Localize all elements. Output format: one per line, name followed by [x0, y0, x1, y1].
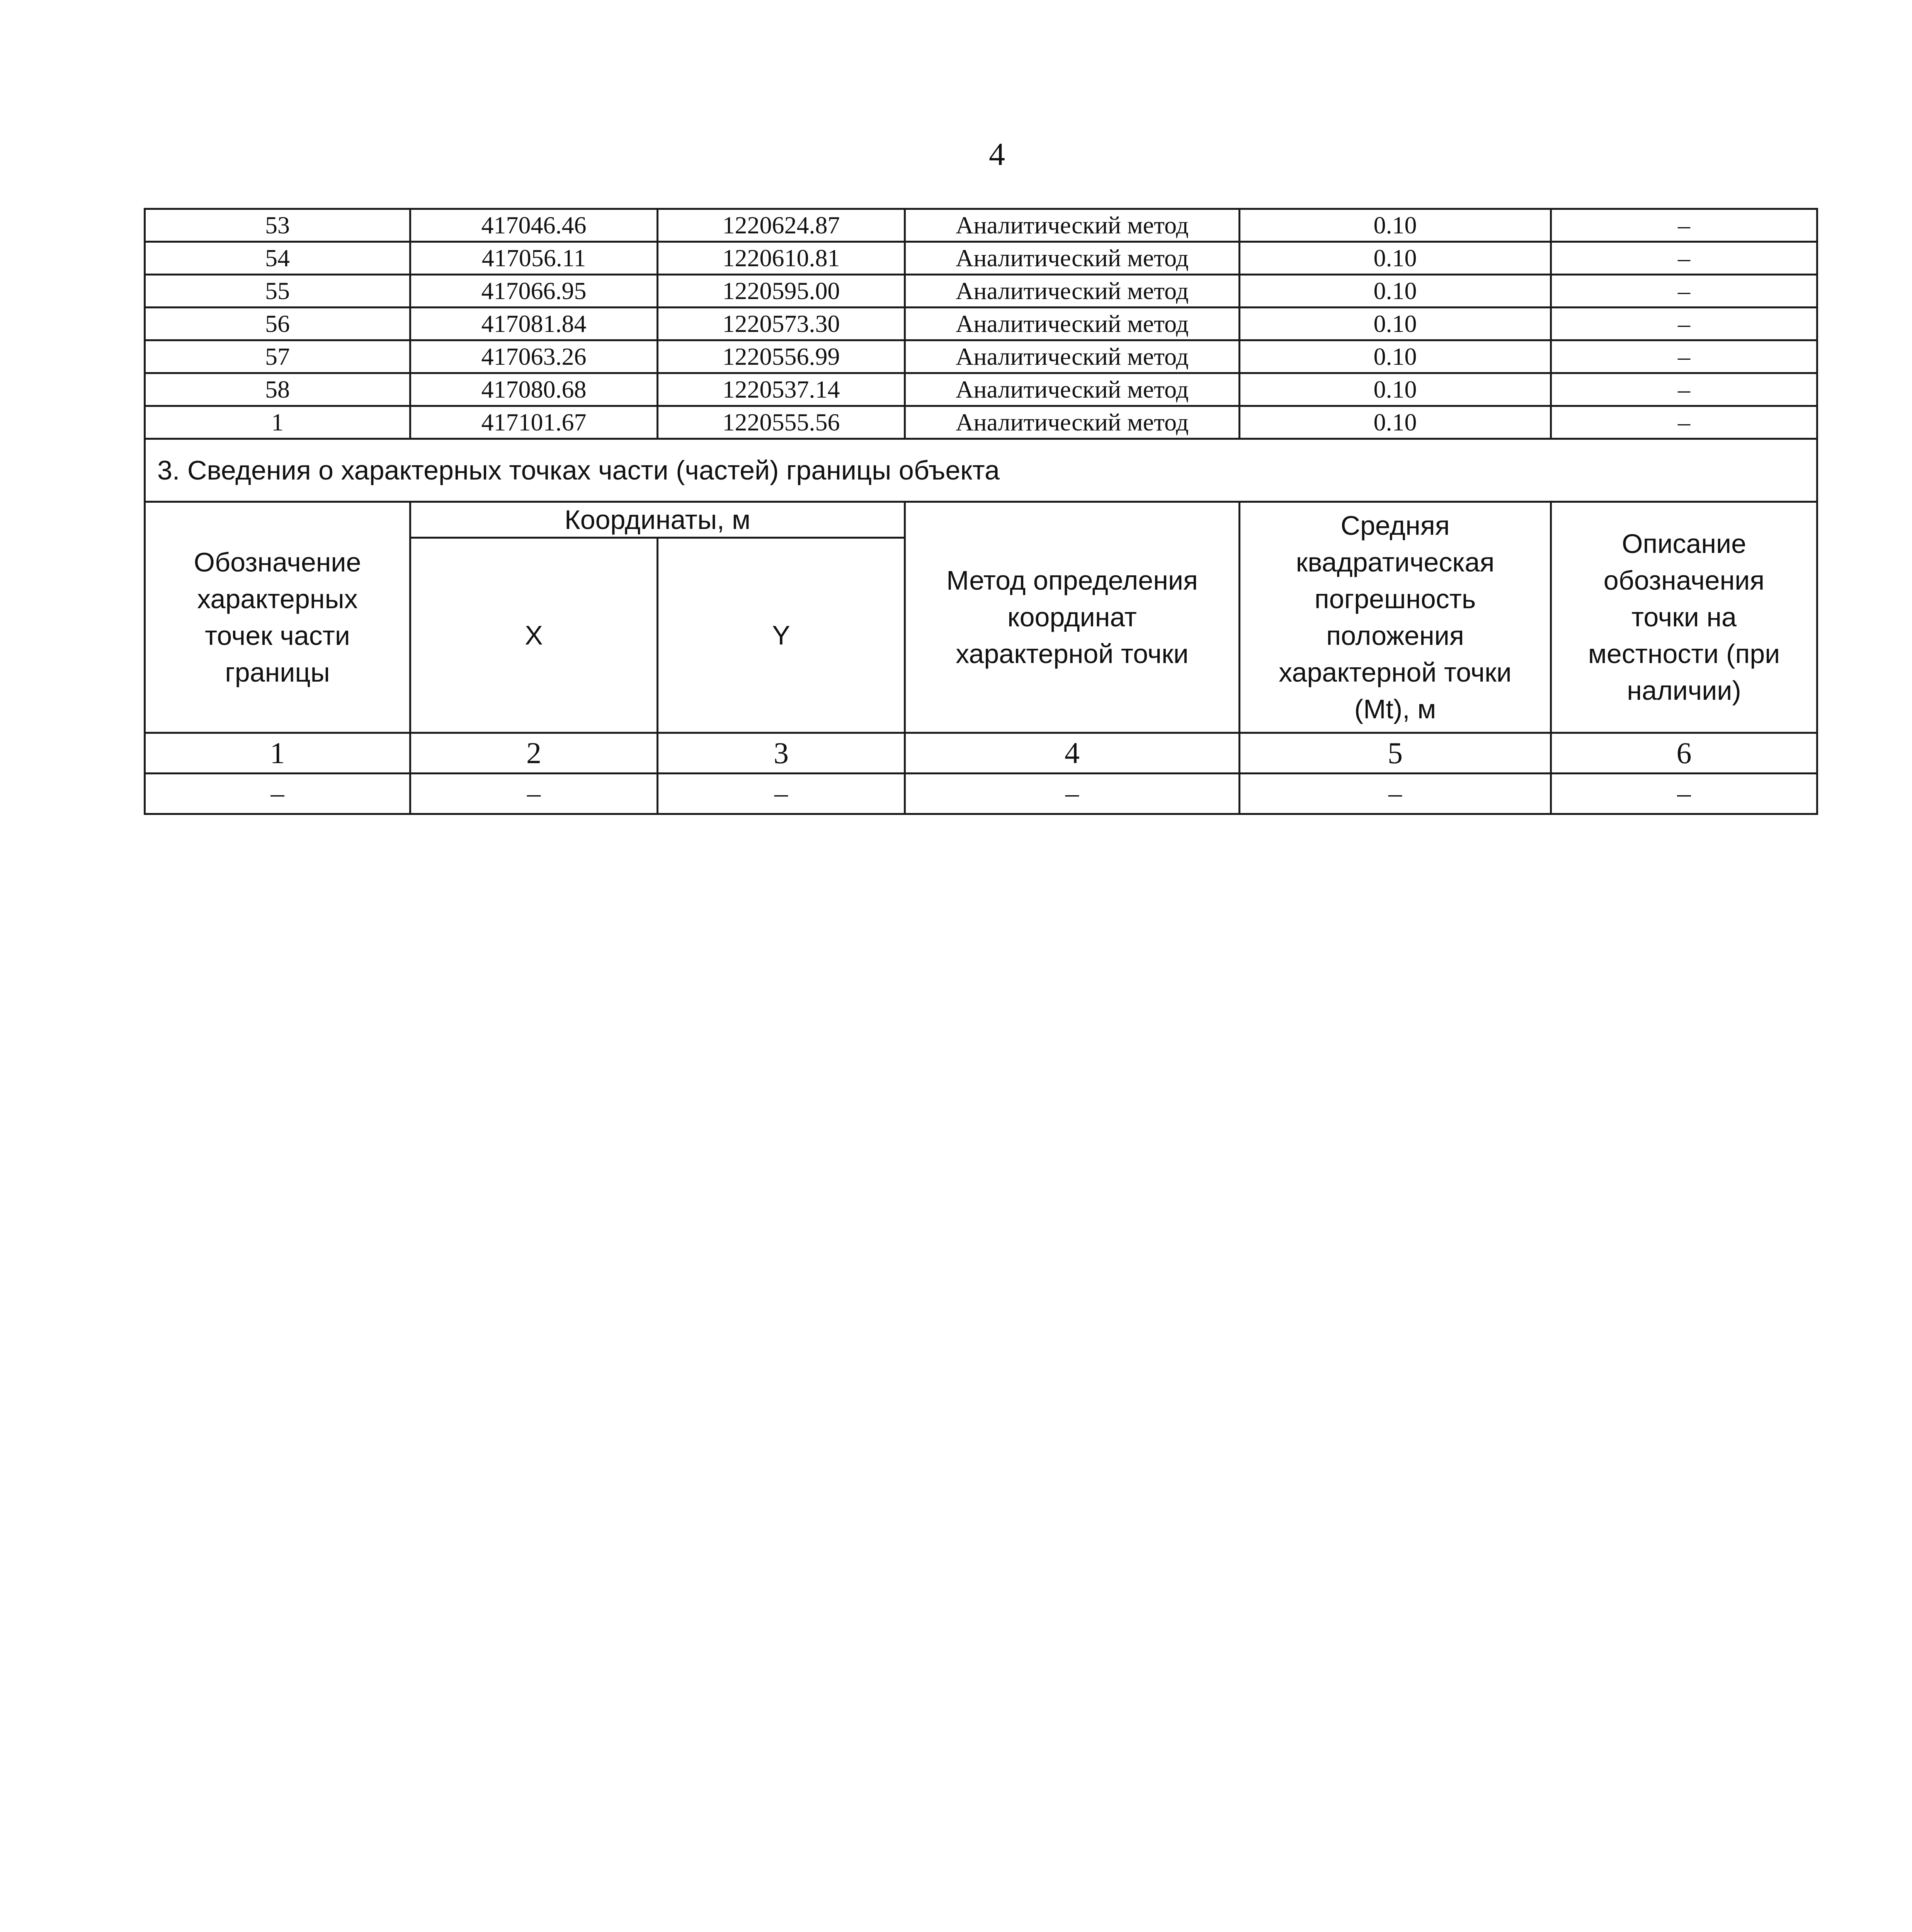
page-number: 4	[989, 136, 1005, 172]
empty-cell: –	[410, 774, 658, 814]
method-cell: Аналитический метод	[905, 373, 1240, 406]
point-cell: 54	[145, 242, 410, 275]
header-error: Средняя квадратическая погрешность положения характерной точки (Mt), м	[1240, 502, 1551, 733]
method-cell: Аналитический метод	[905, 308, 1240, 340]
error-cell: 0.10	[1240, 242, 1551, 275]
table-row	[145, 308, 1817, 340]
method-cell: Аналитический метод	[905, 209, 1240, 242]
column-number: 5	[1240, 733, 1551, 774]
method-cell: Аналитический метод	[905, 242, 1240, 275]
column-number: 1	[145, 733, 410, 774]
column-number: 6	[1551, 733, 1817, 774]
point-cell: 1	[145, 406, 410, 439]
header-coordinates: Координаты, м	[410, 502, 905, 538]
column-number: 2	[410, 733, 658, 774]
empty-cell: –	[905, 774, 1240, 814]
point-cell: 53	[145, 209, 410, 242]
point-cell: 56	[145, 308, 410, 340]
column-number-row	[145, 733, 1817, 774]
table-row	[145, 209, 1817, 242]
empty-cell: –	[145, 774, 410, 814]
error-cell: 0.10	[1240, 209, 1551, 242]
description-cell: –	[1551, 209, 1817, 242]
header-x: X	[410, 538, 658, 733]
method-cell: Аналитический метод	[905, 275, 1240, 308]
description-cell: –	[1551, 406, 1817, 439]
coordinates-table	[144, 208, 1818, 815]
header-description: Описание обозначения точки на местности (при наличии)	[1551, 502, 1817, 733]
header-row	[145, 502, 1817, 538]
y-cell: 1220624.87	[658, 209, 905, 242]
x-cell: 417056.11	[410, 242, 658, 275]
x-cell: 417066.95	[410, 275, 658, 308]
section-title-row	[145, 439, 1817, 502]
x-cell: 417080.68	[410, 373, 658, 406]
header-y: Y	[658, 538, 905, 733]
header-method: Метод определения координат характерной точки	[905, 502, 1240, 733]
point-cell: 57	[145, 340, 410, 373]
error-cell: 0.10	[1240, 308, 1551, 340]
table-row	[145, 406, 1817, 439]
table-row	[145, 275, 1817, 308]
method-cell: Аналитический метод	[905, 340, 1240, 373]
error-cell: 0.10	[1240, 406, 1551, 439]
description-cell: –	[1551, 373, 1817, 406]
point-cell: 58	[145, 373, 410, 406]
description-cell: –	[1551, 308, 1817, 340]
y-cell: 1220610.81	[658, 242, 905, 275]
x-cell: 417081.84	[410, 308, 658, 340]
description-cell: –	[1551, 275, 1817, 308]
error-cell: 0.10	[1240, 340, 1551, 373]
method-cell: Аналитический метод	[905, 406, 1240, 439]
y-cell: 1220556.99	[658, 340, 905, 373]
header-point-designation: Обозначение характерных точек части границы	[145, 502, 410, 733]
description-cell: –	[1551, 242, 1817, 275]
y-cell: 1220595.00	[658, 275, 905, 308]
y-cell: 1220573.30	[658, 308, 905, 340]
table-row	[145, 340, 1817, 373]
description-cell: –	[1551, 340, 1817, 373]
table-row	[145, 774, 1817, 814]
empty-cell: –	[1551, 774, 1817, 814]
section-title: 3. Сведения о характерных точках части (частей) границы объекта	[145, 439, 1817, 502]
column-number: 4	[905, 733, 1240, 774]
column-number: 3	[658, 733, 905, 774]
x-cell: 417046.46	[410, 209, 658, 242]
error-cell: 0.10	[1240, 373, 1551, 406]
table-row	[145, 242, 1817, 275]
y-cell: 1220537.14	[658, 373, 905, 406]
x-cell: 417063.26	[410, 340, 658, 373]
error-cell: 0.10	[1240, 275, 1551, 308]
empty-cell: –	[658, 774, 905, 814]
table-row	[145, 373, 1817, 406]
y-cell: 1220555.56	[658, 406, 905, 439]
point-cell: 55	[145, 275, 410, 308]
empty-cell: –	[1240, 774, 1551, 814]
x-cell: 417101.67	[410, 406, 658, 439]
